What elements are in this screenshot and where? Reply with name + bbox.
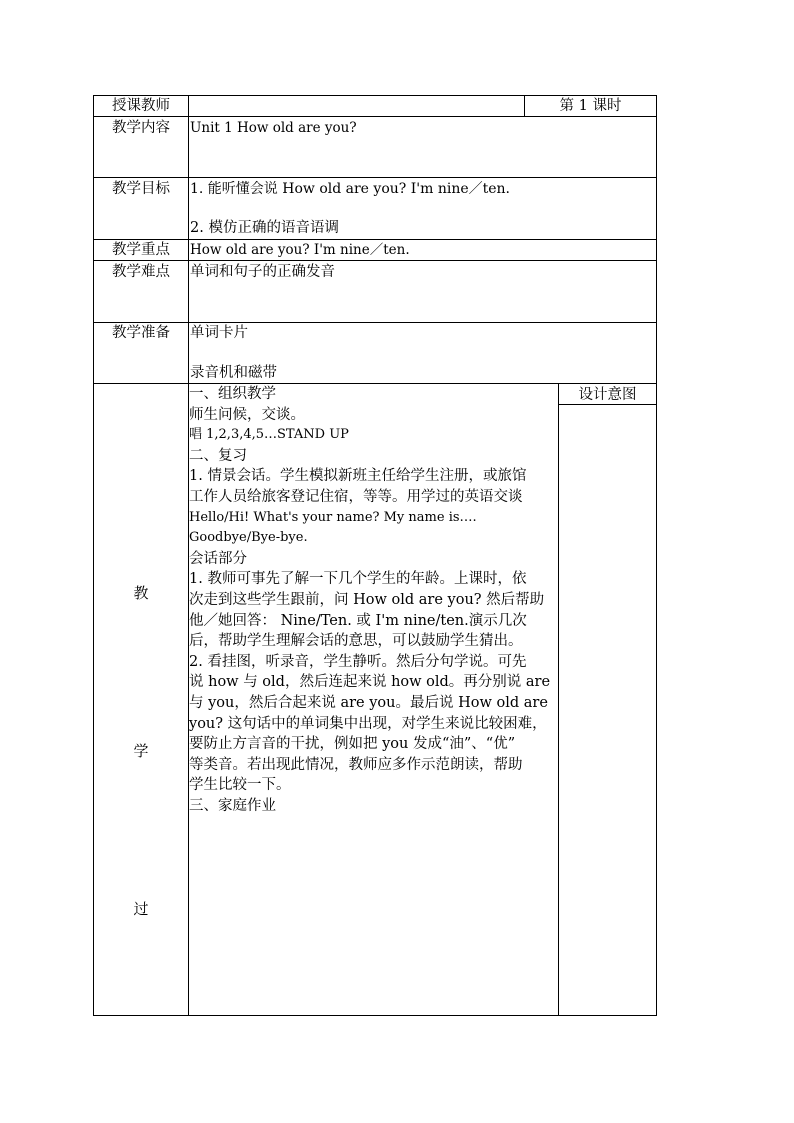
process-line: you? 这句话中的单词集中出现，对学生来说比较困难， <box>189 715 547 732</box>
process-line: 三、家庭作业 <box>189 797 276 814</box>
process-line: 二、复习 <box>189 447 247 464</box>
process-label-char: 过 <box>133 900 149 918</box>
process-line: Goodbye/Bye-bye. <box>189 530 308 546</box>
process-line: 会话部分 <box>189 550 247 567</box>
row-divider <box>93 177 657 178</box>
goal-item: 2. 模仿正确的语音语调 <box>190 220 339 236</box>
row-divider <box>93 260 657 261</box>
process-line: 一、组织教学 <box>189 386 276 402</box>
process-line: 1. 情景会话。学生模拟新班主任给学生注册，或旅馆 <box>189 468 527 485</box>
content-label: 教学内容 <box>112 120 170 136</box>
process-line: 与 you，然后合起来说 are you。最后说 How old are <box>189 694 548 711</box>
goals-label: 教学目标 <box>112 181 170 197</box>
design-intent-label: 设计意图 <box>578 387 637 403</box>
process-line: 师生问候，交谈。 <box>189 406 305 423</box>
process-line: 要防止方言音的干扰，例如把 you 发成“油”、“优” <box>189 736 516 753</box>
process-line: 说 how 与 old，然后连起来说 how old。再分别说 are <box>189 674 551 691</box>
preparation-item: 单词卡片 <box>190 325 248 341</box>
content-value: Unit 1 How old are you? <box>190 120 357 136</box>
teacher-label: 授课教师 <box>112 98 170 114</box>
process-line: 1. 教师可事先了解一下几个学生的年龄。上课时，依 <box>189 571 527 588</box>
period-label: 第 1 课时 <box>559 98 622 114</box>
table-border-right <box>656 95 657 1016</box>
preparation-item: 录音机和磁带 <box>190 365 277 381</box>
key-points-value: How old are you? I'm nine／ten. <box>190 242 410 258</box>
difficulties-value: 单词和句子的正确发音 <box>190 264 335 280</box>
process-content <box>189 384 557 816</box>
process-line: 2. 看挂图，听录音，学生静听。然后分句学说。可先 <box>189 653 527 670</box>
goal-item: 1. 能听懂会说 How old are you? I'm nine／ten. <box>190 181 511 197</box>
preparation-label: 教学准备 <box>112 325 170 341</box>
process-label-char: 学 <box>133 742 149 760</box>
table-border-bottom <box>93 1015 657 1016</box>
process-line: 唱 1,2,3,4,5…STAND UP <box>189 427 349 443</box>
process-line: 等类音。若出现此情况，教师应多作示范朗读，帮助 <box>189 756 523 773</box>
process-line: 学生比较一下。 <box>189 777 291 794</box>
design-intent-column-divider <box>558 383 559 1016</box>
table-border-left <box>93 95 94 1016</box>
process-line: Hello/Hi! What's your name? My name is…. <box>189 509 477 525</box>
process-line: 工作人员给旅客登记住宿，等等。用学过的英语交谈 <box>189 488 523 505</box>
process-label-char: 教 <box>133 584 149 602</box>
row-divider <box>93 116 657 117</box>
difficulties-label: 教学难点 <box>112 264 170 280</box>
process-line: 次走到这些学生跟前，问 How old are you? 然后帮助 <box>189 591 545 608</box>
process-line: 他／她回答： Nine/Ten. 或 I'm nine/ten.演示几次 <box>189 612 527 629</box>
key-points-label: 教学重点 <box>112 242 170 258</box>
process-line: 后，帮助学生理解会话的意思，可以鼓励学生猜出。 <box>189 633 523 650</box>
